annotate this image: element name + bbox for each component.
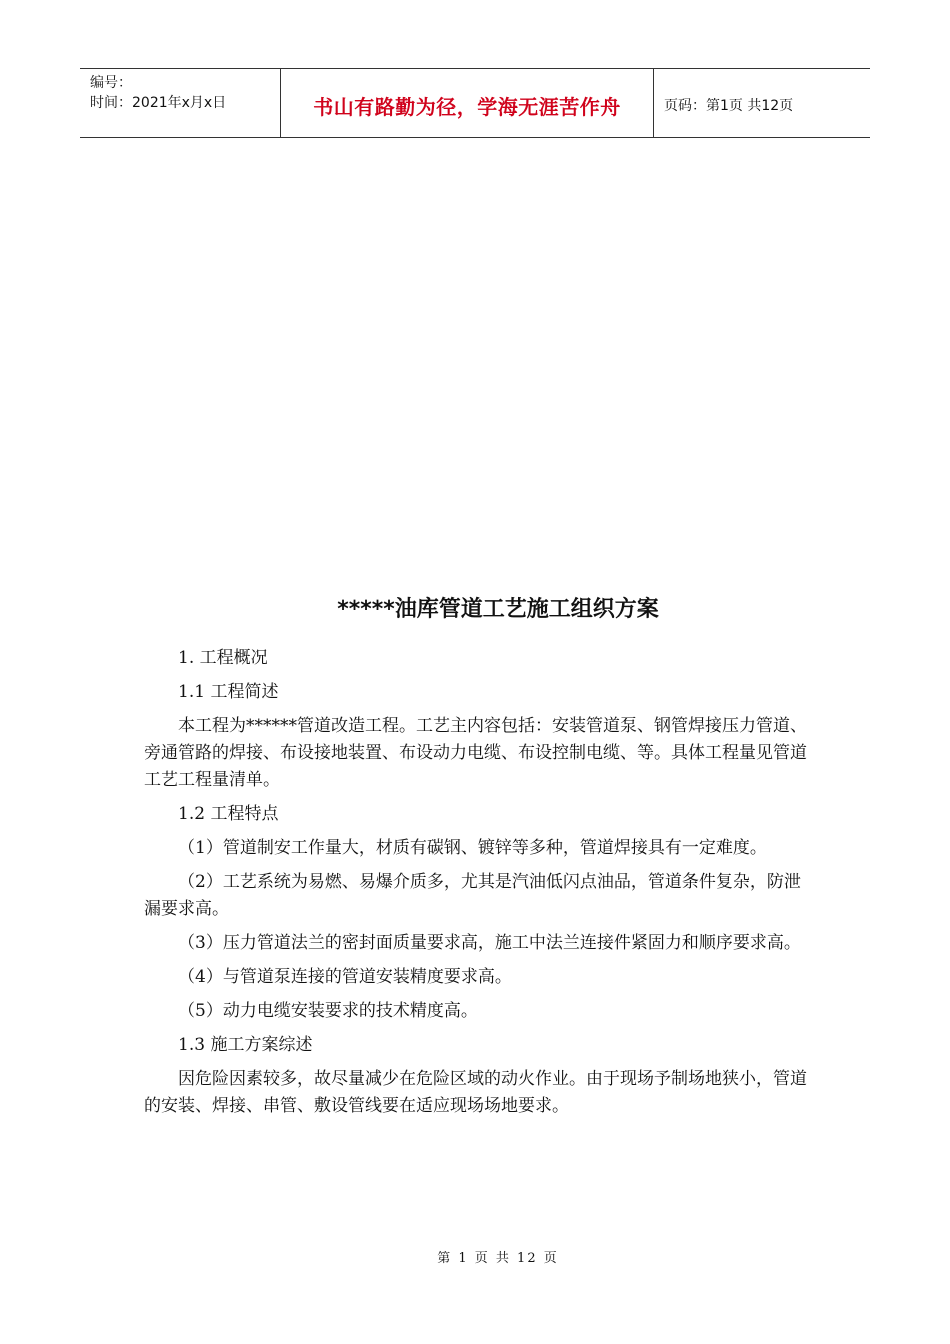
body-paragraph: （3）压力管道法兰的密封面质量要求高，施工中法兰连接件紧固力和顺序要求高。 (178, 933, 801, 953)
body-paragraph: （4）与管道泵连接的管道安装精度要求高。 (178, 967, 512, 987)
subsection-heading: 1.2 工程特点 (178, 804, 279, 824)
page-footer: 第 1 页 共 12 页 (437, 1251, 559, 1266)
body-paragraph: （5）动力电缆安装要求的技术精度高。 (178, 1001, 478, 1021)
subsection-heading: 1.1 工程简述 (178, 682, 279, 702)
document-title: *****油库管道工艺施工组织方案 (337, 597, 659, 622)
document-body (144, 645, 808, 1120)
body-paragraph: （2）工艺系统为易燃、易爆介质多，尤其是汽油低闪点油品，管道条件复杂，防泄漏要求高。 (144, 872, 801, 919)
time-label: 时间：2021年x月x日 (90, 95, 227, 111)
header-page-info: 页码：第1页 共12页 (664, 98, 794, 114)
body-paragraph: 因危险因素较多，故尽量减少在危险区域的动火作业。由于现场予制场地狭小，管道的安装、焊接、串管、敷设管线要在适应现场场地要求。 (144, 1069, 807, 1116)
subsection-heading: 1.3 施工方案综述 (178, 1035, 313, 1055)
body-paragraph: 本工程为******管道改造工程。工艺主内容包括：安装管道泵、钢管焊接压力管道、旁通管路的焊接、布设接地装置、布设动力电缆、布设控制电缆、等。具体工程量见管道工艺工程量清单。 (144, 716, 807, 790)
section-heading: 1. 工程概况 (178, 648, 268, 668)
page-header (80, 68, 870, 138)
body-paragraph: （1）管道制安工作量大，材质有碳钢、镀锌等多种，管道焊接具有一定难度。 (178, 838, 767, 858)
header-meta (80, 69, 281, 137)
number-label: 编号： (90, 75, 132, 91)
header-motto: 书山有路勤为径，学海无涯苦作舟 (281, 69, 654, 137)
